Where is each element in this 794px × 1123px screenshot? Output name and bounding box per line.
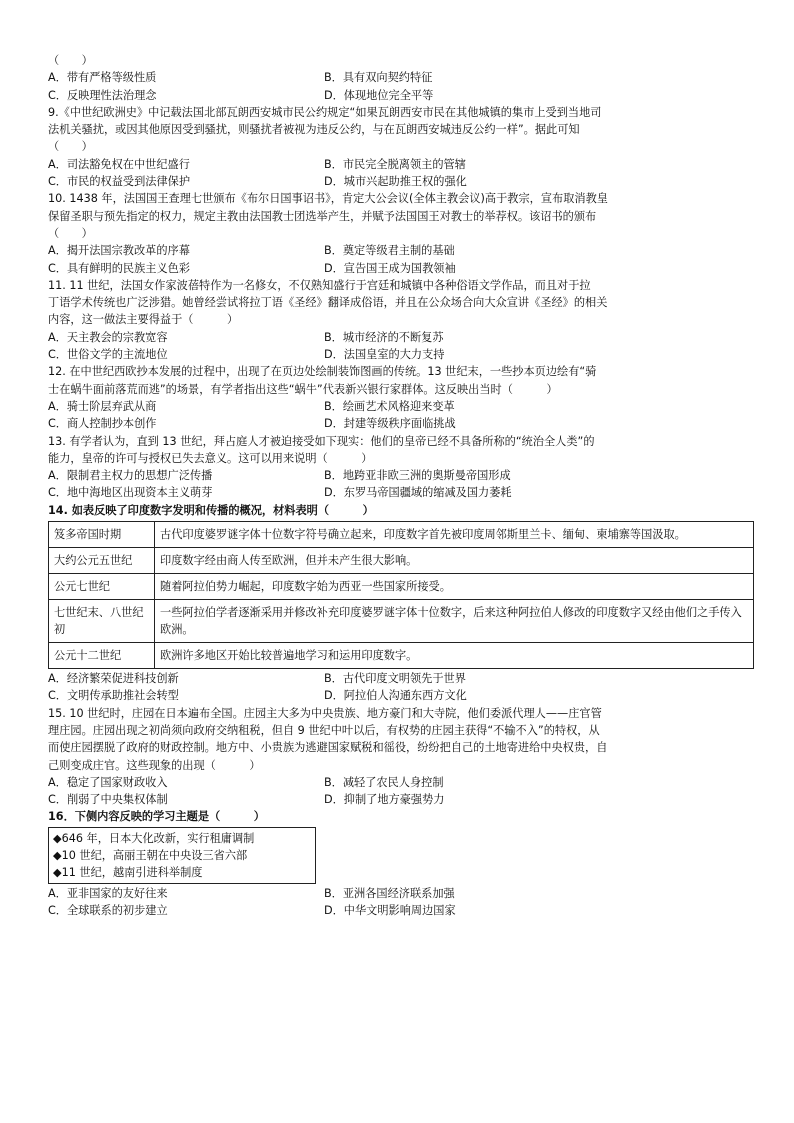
q16-stem: 16．下侧内容反映的学习主题是（ ） [48,810,265,824]
q16-options-2 [48,902,754,919]
q16-options [48,885,754,902]
table-row [49,522,754,548]
q16-option-c[interactable]: C．全球联系的初步建立 [48,903,168,917]
q9-option-c[interactable]: C．市民的权益受到法律保护 [48,175,191,189]
table-cell-period: 公元七世纪 [49,574,155,600]
q8-option-b[interactable]: B．具有双向契约特征 [324,71,433,85]
q12-option-a[interactable]: A．骑士阶层弃武从商 [48,399,157,413]
q10-option-a[interactable]: A．揭开法国宗教改革的序幕 [48,244,190,258]
q16-material-box [48,827,316,884]
q15-option-c[interactable]: C．削弱了中央集权体制 [48,793,168,807]
q11-option-a[interactable]: A．天主教会的宗教宽容 [48,330,168,344]
q12-options [48,398,754,415]
exam-page [48,52,754,919]
table-row [49,574,754,600]
table-cell-period: 公元十二世纪 [49,643,155,669]
q11-options-2 [48,346,754,363]
q13-option-c[interactable]: C．地中海地区出现资本主义萌芽 [48,486,213,500]
table-cell-text: 欧洲许多地区开始比较普遍地学习和运用印度数字。 [155,643,754,669]
q11-option-c[interactable]: C．世俗文学的主流地位 [48,348,168,362]
table-row [49,643,754,669]
q11-option-b[interactable]: B．城市经济的不断复苏 [324,330,444,344]
q13-options [48,467,754,484]
q12-stem-2: 士在蜗牛面前落荒而逃”的场景，有学者指出这些“蜗牛”代表新兴银行家群体。这反映出当时（ ） [48,382,558,396]
table-cell-text: 印度数字经由商人传至欧洲，但并未产生很大影响。 [155,548,754,574]
q12-option-d[interactable]: D．封建等级秩序面临挑战 [324,417,456,431]
q9-option-d[interactable]: D．城市兴起助推王权的强化 [324,175,467,189]
q13-stem-2: 能力，皇帝的许可与授权已失去意义。这可以用来说明（ ） [48,451,373,465]
q10-stem-1: 10. 1438 年，法国国王查理七世颁布《布尔日国事诏书》，肯定大公会议(全体主教会议)高于教宗，宣布取消教皇 [48,192,608,206]
table-row [49,548,754,574]
q14-option-c[interactable]: C．文明传承助推社会转型 [48,689,179,703]
q14-option-a[interactable]: A．经济繁荣促进科技创新 [48,672,179,686]
q10-stem-2: 保留圣职与预先指定的权力，规定主教由法国教士团选举产生，并赋予法国国王对教士的举荐权。该诏书的颁布 [48,209,597,223]
q14-option-b[interactable]: B．古代印度文明领先于世界 [324,672,466,686]
q9-options-2 [48,173,754,190]
q14-table [48,521,754,669]
table-cell-text: 古代印度婆罗谜字体十位数字符号确立起来，印度数字首先被印度周邻斯里兰卡、缅甸、柬埔寨等国汲取。 [155,522,754,548]
q14-options [48,670,754,687]
q11-stem-1: 11. 11 世纪，法国女作家波蓓特作为一名修女，不仅熟知盛行于宫廷和城镇中各种俗语文学作品，而且对于拉 [48,278,591,292]
q15-stem-2: 理庄园。庄园出现之初尚须向政府交纳租税，但自 9 世纪中叶以后，有权势的庄园主获得“不输不入”的特权，从 [48,723,600,737]
q10-option-d[interactable]: D．宣告国王成为国教领袖 [324,261,456,275]
table-cell-text: 一些阿拉伯学者逐渐采用并修改补充印度婆罗谜字体十位数字，后来这种阿拉伯人修改的印度数字又经由他们之手传入欧洲。 [155,600,754,643]
q15-stem-3: 而使庄园摆脱了政府的财政控制。地方中、小贵族为逃避国家赋税和徭役，纷纷把自己的土地寄进给中央权贵，自 [48,741,608,755]
q12-option-b[interactable]: B．绘画艺术风格迎来变革 [324,399,455,413]
q9-option-a[interactable]: A．司法豁免权在中世纪盛行 [48,157,190,171]
q10-options [48,242,754,259]
q14-options-2 [48,687,754,704]
table-cell-period: 笈多帝国时期 [49,522,155,548]
q15-options [48,774,754,791]
q16-box-line: ◆11 世纪，越南引进科举制度 [53,865,203,879]
q9-options [48,156,754,173]
q11-option-d[interactable]: D．法国皇室的大力支持 [324,348,445,362]
q16-box-line: ◆10 世纪，高丽王朝在中央设三省六部 [53,848,248,862]
q15-stem-4: 己则变成庄官。这些现象的出现（ ） [48,758,261,772]
q15-option-a[interactable]: A．稳定了国家财政收入 [48,775,168,789]
q12-stem-1: 12. 在中世纪西欧抄本发展的过程中，出现了在页边处绘制装饰图画的传统。13 世纪末，一些抄本页边绘有“骑 [48,365,597,379]
q16-option-d[interactable]: D．中华文明影响周边国家 [324,903,456,917]
table-cell-text: 随着阿拉伯势力崛起，印度数字始为西亚一些国家所接受。 [155,574,754,600]
q9-paren: （ ） [48,140,93,154]
q14-stem: 14. 如表反映了印度数字发明和传播的概况，材料表明（ ） [48,503,374,517]
q15-option-d[interactable]: D．抑制了地方豪强势力 [324,793,445,807]
q8-option-d[interactable]: D．体现地位完全平等 [324,88,434,102]
q15-option-b[interactable]: B．减轻了农民人身控制 [324,775,444,789]
q8-option-a[interactable]: A．带有严格等级性质 [48,71,157,85]
q15-options-2 [48,791,754,808]
q11-stem-2: 丁语学术传统也广泛涉猎。她曾经尝试将拉丁语《圣经》翻译成俗语，并且在公众场合向大众宣讲《圣经》的相关 [48,296,608,310]
q13-option-b[interactable]: B．地跨亚非欧三洲的奥斯曼帝国形成 [324,469,511,483]
q15-stem-1: 15. 10 世纪时，庄园在日本遍布全国。庄园主大多为中央贵族、地方豪门和大寺院，他们委派代理人——庄官管 [48,706,602,720]
q13-stem-1: 13. 有学者认为，直到 13 世纪，拜占庭人才被迫接受如下现实：他们的皇帝已经不具备所称的“统治全人类”的 [48,434,595,448]
q9-stem-2: 法机关骚扰，或因其他原因受到骚扰，则骚扰者被视为违反公约，与在瓦朗西安城违反公约一样”。据此可知 [48,123,580,137]
table-row [49,600,754,643]
q8-paren: （ ） [48,54,93,67]
table-cell-period: 七世纪末、八世纪初 [49,600,155,643]
q14-option-d[interactable]: D．阿拉伯人沟通东西方文化 [324,689,467,703]
q9-option-b[interactable]: B．市民完全脱离领主的管辖 [324,157,466,171]
q12-options-2 [48,415,754,432]
q13-option-d[interactable]: D．东罗马帝国疆域的缩减及国力萎耗 [324,486,512,500]
q8-option-c[interactable]: C．反映理性法治理念 [48,88,157,102]
q16-option-b[interactable]: B．亚洲各国经济联系加强 [324,886,455,900]
q10-option-c[interactable]: C．具有鲜明的民族主义色彩 [48,261,191,275]
q10-option-b[interactable]: B．奠定等级君主制的基础 [324,244,455,258]
q8-options [48,69,754,86]
q16-option-a[interactable]: A．亚非国家的友好往来 [48,886,168,900]
q13-option-a[interactable]: A．限制君主权力的思想广泛传播 [48,469,213,483]
q10-paren: （ ） [48,226,93,240]
q10-options-2 [48,260,754,277]
q11-stem-3: 内容，这一做法主要得益于（ ） [48,313,239,327]
q11-options [48,329,754,346]
q8-options-2 [48,87,754,104]
q12-option-c[interactable]: C．商人控制抄本创作 [48,417,157,431]
q16-box-line: ◆646 年，日本大化改新，实行租庸调制 [53,831,255,845]
q9-stem-1: 9.《中世纪欧洲史》中记载法国北部瓦朗西安城市民公约规定“如果瓦朗西安市民在其他城镇的集市上受到当地司 [48,105,602,119]
q13-options-2 [48,484,754,501]
table-cell-period: 大约公元五世纪 [49,548,155,574]
